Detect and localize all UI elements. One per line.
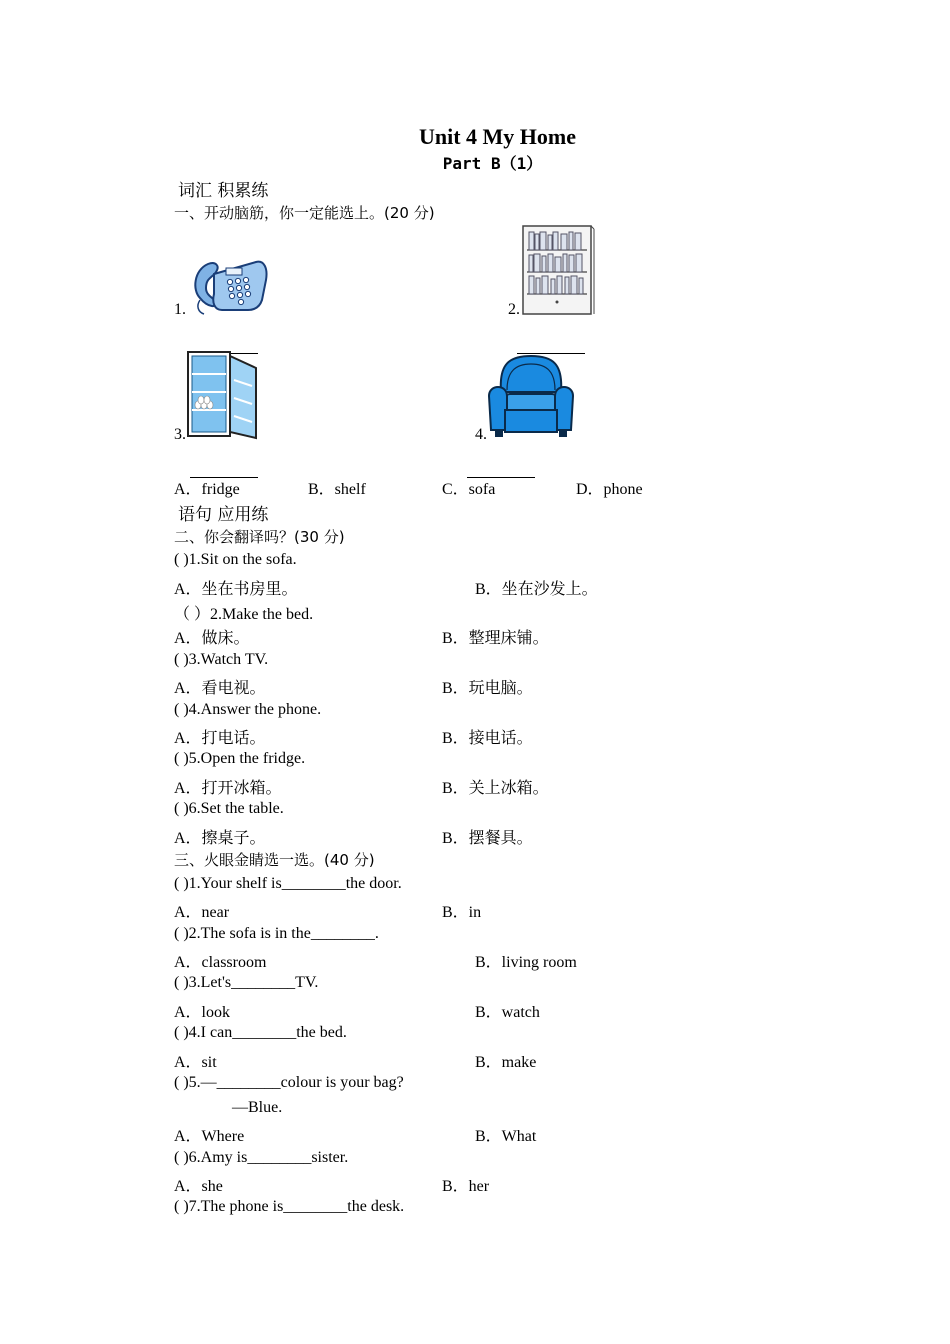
choice-a: A．look xyxy=(174,1004,231,1021)
question-row: ( )4.I can________the bed. xyxy=(174,1024,347,1041)
option-c: C．sofa xyxy=(442,481,496,498)
choice-a: A．sit xyxy=(174,1054,217,1071)
choice-a: A．classroom xyxy=(174,954,267,971)
bookshelf-icon xyxy=(521,224,595,316)
choice-b: B．玩电脑。 xyxy=(442,680,533,697)
section-vocabulary: 词汇 积累练 xyxy=(178,181,269,201)
choice-b: B．关上冰箱。 xyxy=(442,780,549,797)
question-row: ( )6.Amy is________sister. xyxy=(174,1149,349,1166)
pic-number-2: 2. xyxy=(508,301,520,318)
part3-heading: 三、火眼金睛选一选。(40 分) xyxy=(174,851,375,869)
page-title: Unit 4 My Home xyxy=(418,124,577,149)
question-row: ( )1.Sit on the sofa. xyxy=(174,551,297,568)
choice-a: A．看电视。 xyxy=(174,680,266,697)
choice-b: B．摆餐具。 xyxy=(442,830,533,847)
question-row: ( )5.Open the fridge. xyxy=(174,750,306,767)
pic-number-1: 1. xyxy=(174,301,186,318)
section-sentences: 语句 应用练 xyxy=(178,505,269,525)
page-subtitle: Part B（1） xyxy=(442,154,543,173)
choice-b: B．watch xyxy=(475,1004,540,1021)
choice-b: B．整理床铺。 xyxy=(442,630,549,647)
question-row: ( )4.Answer the phone. xyxy=(174,701,322,718)
question-row: ( )7.The phone is________the desk. xyxy=(174,1198,405,1215)
answer-line: —Blue. xyxy=(232,1099,283,1116)
choice-b: B．her xyxy=(442,1178,490,1195)
choice-a: A．做床。 xyxy=(174,630,250,647)
choice-b: B．What xyxy=(475,1128,537,1145)
choice-a: A．Where xyxy=(174,1128,245,1145)
question-row: ( )1.Your shelf is________the door. xyxy=(174,875,402,892)
pic-number-3: 3. xyxy=(174,426,186,443)
question-row: ( )5.—________colour is your bag? xyxy=(174,1074,404,1091)
pic-number-4: 4. xyxy=(475,426,487,443)
choice-b: B．坐在沙发上。 xyxy=(475,581,598,598)
option-a: A．fridge xyxy=(174,481,240,498)
option-d: D．phone xyxy=(576,481,643,498)
question-row: （ ）2.Make the bed. xyxy=(174,606,314,623)
question-row: ( )3.Let's________TV. xyxy=(174,974,319,991)
part1-heading: 一、开动脑筋，你一定能选上。(20 分) xyxy=(174,204,435,222)
choice-a: A．擦桌子。 xyxy=(174,830,266,847)
phone-icon xyxy=(186,254,270,316)
question-row: ( )6.Set the table. xyxy=(174,800,284,817)
choice-b: B．接电话。 xyxy=(442,730,533,747)
choice-a: A．坐在书房里。 xyxy=(174,581,298,598)
question-row: ( )3.Watch TV. xyxy=(174,651,269,668)
fridge-icon xyxy=(186,350,264,440)
part2-heading: 二、你会翻译吗？(30 分) xyxy=(174,528,345,546)
choice-b: B．living room xyxy=(475,954,577,971)
choice-b: B．in xyxy=(442,904,482,921)
choice-a: A．打开冰箱。 xyxy=(174,780,282,797)
choice-a: A．near xyxy=(174,904,230,921)
choice-a: A．打电话。 xyxy=(174,730,266,747)
choice-a: A．she xyxy=(174,1178,223,1195)
choice-b: B．make xyxy=(475,1054,537,1071)
question-row: ( )2.The sofa is in the________. xyxy=(174,925,379,942)
option-b: B．shelf xyxy=(308,481,366,498)
armchair-icon xyxy=(487,352,575,440)
